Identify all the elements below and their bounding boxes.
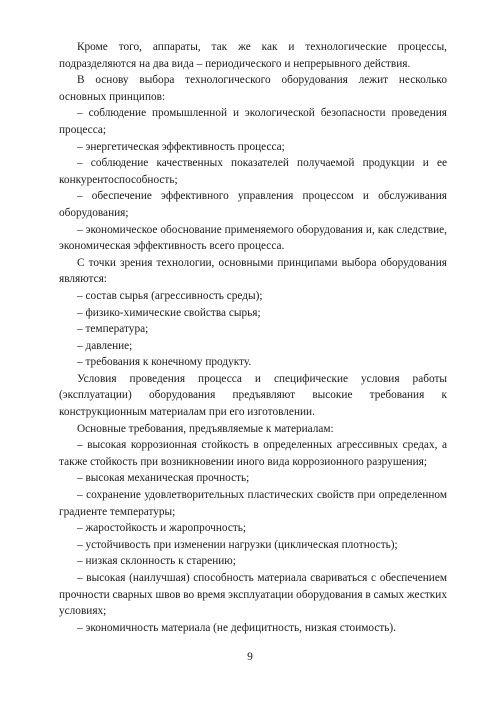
- list-item: – давление;: [77, 339, 133, 352]
- list-item: – высокая коррозионная стойкость в определенных агрессивных средах, а также стойкость при возникновении иного вида коррозионного разрушения;: [59, 439, 447, 468]
- list-item: – соблюдение качественных показателей получаемой продукции и ее конкурентоспособность;: [59, 157, 447, 186]
- list-item: – состав сырья (агрессивность среды);: [77, 289, 263, 302]
- list-item: – энергетическая эффективность процесса;: [77, 140, 285, 153]
- list-item: – температура;: [77, 323, 149, 336]
- list-item: – соблюдение промышленной и экологической безопасности проведения процесса;: [59, 107, 447, 136]
- list-item: – обеспечение эффективного управления процессом и обслуживания оборудования;: [59, 190, 447, 219]
- paragraph: С точки зрения технологии, основными принципами выбора оборудования являются:: [59, 256, 447, 286]
- paragraph: Кроме того, аппараты, так же как и технологические процессы, подразделяются на два вида – периодического и непрерывного действия.: [59, 41, 447, 70]
- paragraph: Основные требования, предъявляемые к материалам:: [77, 422, 334, 435]
- body-text: [59, 39, 447, 636]
- list-item: – физико-химические свойства сырья;: [77, 306, 261, 319]
- paragraph: В основу выбора технологического оборудования лежит несколько основных принципов:: [59, 74, 447, 103]
- list-item: – сохранение удовлетворительных пластических свойств при определенном градиенте температуры;: [59, 489, 447, 518]
- list-item: – экономичность материала (не дефицитность, низкая стоимость).: [77, 621, 397, 634]
- list-item: – устойчивость при изменении нагрузки (циклическая плотность);: [77, 538, 398, 551]
- list-item: – высокая (наилучшая) способность материала свариваться с обеспечением прочности сварных швов во время эксплуатации оборудования в самых жестких условиях;: [59, 572, 447, 618]
- list-item: – жаростойкость и жаропрочность;: [77, 522, 247, 535]
- list-item: – низкая склонность к старению;: [77, 555, 236, 568]
- list-item: – высокая механическая прочность;: [77, 472, 250, 485]
- paragraph: Условия проведения процесса и специфические условия работы (эксплуатации) оборудования предъявляют высокие требования к конструкционным материалам при его изготовлении.: [59, 372, 447, 419]
- list-item: – требования к конечному продукту.: [77, 356, 252, 369]
- list-item: – экономическое обоснование применяемого оборудования и, как следствие, экономическая эффективность всего процесса.: [59, 223, 447, 253]
- page-number: 9: [247, 651, 253, 663]
